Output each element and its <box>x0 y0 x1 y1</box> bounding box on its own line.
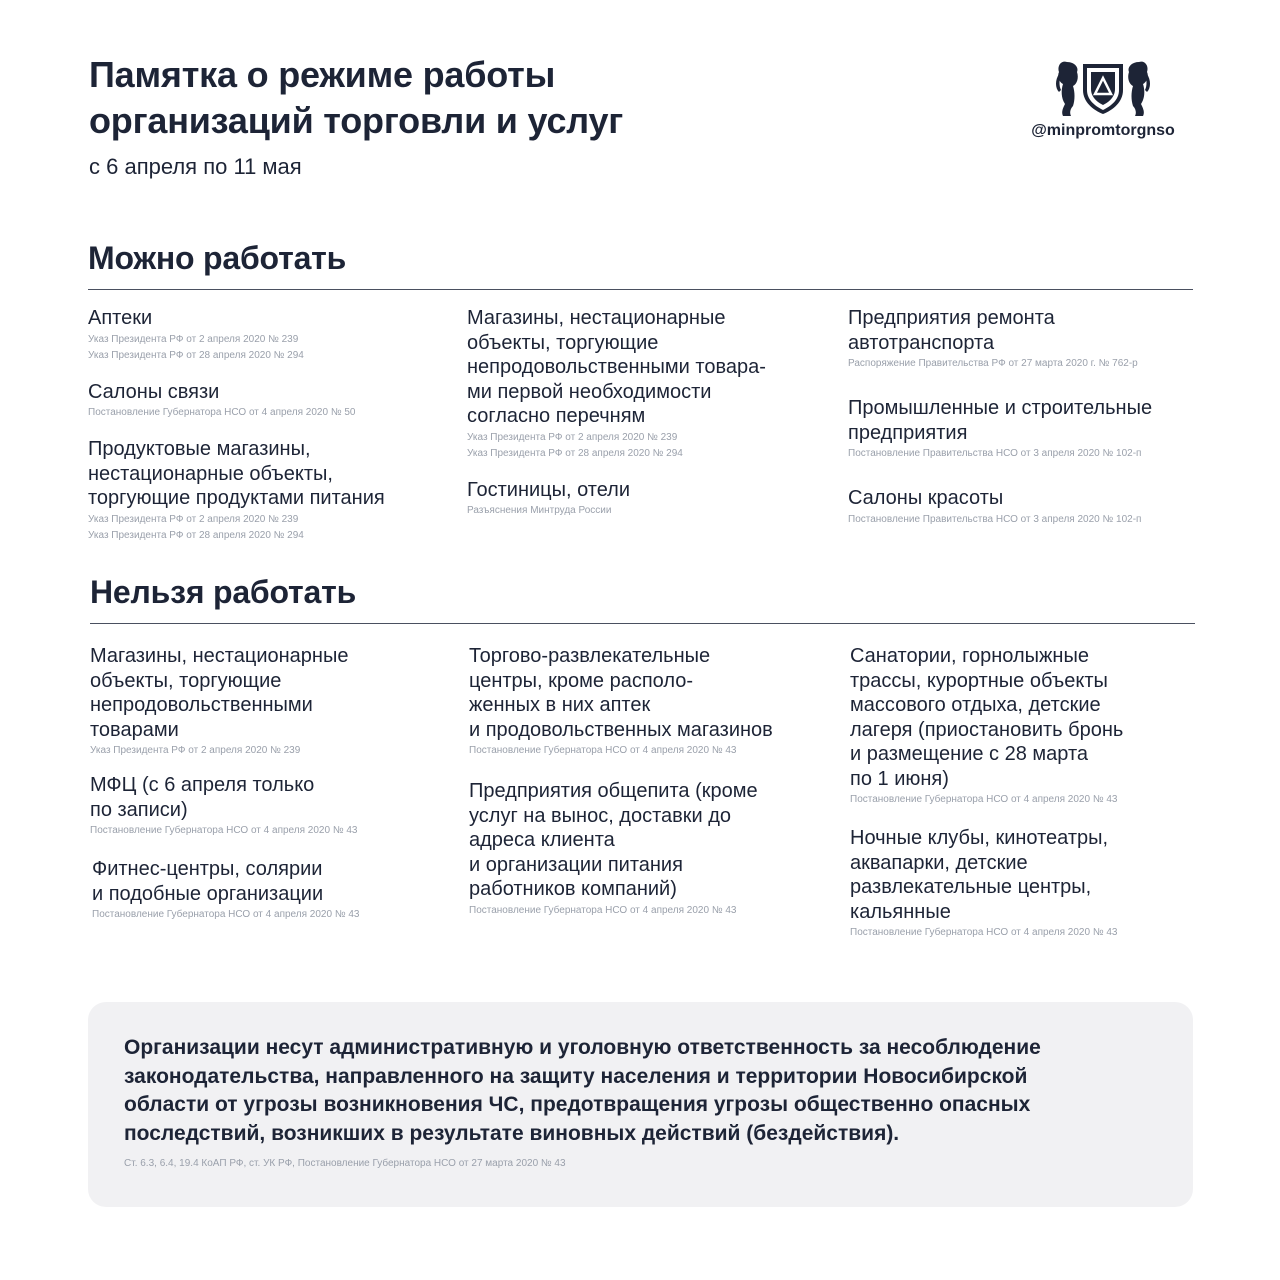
list-item <box>467 478 827 520</box>
page-title: Памятка о режиме работы организаций торговли и услуг <box>89 54 624 141</box>
list-item <box>850 644 1195 808</box>
forbidden-divider <box>90 623 1195 624</box>
coat-of-arms-icon <box>1053 56 1153 118</box>
item-reference: Указ Президента РФ от 2 апреля 2020 № 239 Указ Президента РФ от 28 апреля 2020 № 294 <box>88 333 304 361</box>
item-name: Предприятия общепита (кроме услуг на вынос, доставки до адреса клиента и организации питания работников компаний) <box>469 780 758 900</box>
item-reference: Указ Президента РФ от 2 апреля 2020 № 239 Указ Президента РФ от 28 апреля 2020 № 294 <box>467 431 683 459</box>
allowed-divider <box>88 289 1193 290</box>
item-reference: Постановление Правительства НСО от 3 апреля 2020 № 102-п <box>848 448 1142 459</box>
item-reference: Указ Президента РФ от 2 апреля 2020 № 239 Указ Президента РФ от 28 апреля 2020 № 294 <box>88 513 304 541</box>
forbidden-column-2 <box>469 644 829 935</box>
item-reference: Постановление Губернатора НСО от 4 апреля 2020 № 43 <box>850 794 1118 805</box>
item-name: Фитнес-центры, солярии и подобные организации <box>92 858 324 905</box>
list-item <box>88 380 448 422</box>
list-item <box>90 773 450 839</box>
item-name: Магазины, нестационарные объекты, торгующие непродовольственными товара- ми первой необходимости согласно перечням <box>467 307 766 427</box>
item-reference: Постановление Губернатора НСО от 4 апреля 2020 № 43 <box>850 927 1118 938</box>
item-reference: Распоряжение Правительства РФ от 27 марта 2020 г. № 762-р <box>848 358 1138 369</box>
forbidden-column-3 <box>850 644 1195 957</box>
item-name: Аптеки <box>88 307 153 329</box>
item-name: Промышленные и строительные предприятия <box>848 397 1153 444</box>
liability-notice <box>88 1002 1193 1207</box>
notice-reference: Ст. 6.3, 6.4, 19.4 КоАП РФ, ст. УК РФ, Постановление Губернатора НСО от 27 марта 2020 № 43 <box>124 1158 566 1169</box>
item-reference: Разъяснения Минтруда России <box>467 505 612 516</box>
item-reference: Постановление Губернатора НСО от 4 апреля 2020 № 43 <box>469 745 737 756</box>
item-name: Санатории, горнолыжные трассы, курортные объекты массового отдыха, детские лагеря (приостановить бронь и размещение с 28 марта по 1 июня) <box>850 645 1124 790</box>
list-item <box>850 826 1195 941</box>
forbidden-column-1 <box>90 644 450 939</box>
allowed-column-1 <box>88 306 448 560</box>
brand-block <box>1022 56 1184 140</box>
list-item <box>467 306 827 462</box>
item-reference: Постановление Губернатора НСО от 4 апреля 2020 № 43 <box>469 904 737 916</box>
list-item <box>88 306 448 364</box>
item-reference: Постановление Правительства НСО от 3 апреля 2020 № 102-п <box>848 513 1142 525</box>
list-item <box>848 396 1193 462</box>
item-name: Продуктовые магазины, нестационарные объекты, торгующие продуктами питания <box>88 438 385 509</box>
list-item <box>469 644 829 759</box>
item-name: Магазины, нестационарные объекты, торгующие непродовольственными товарами <box>90 645 349 741</box>
item-reference: Постановление Губернатора НСО от 4 апреля 2020 № 50 <box>88 407 356 418</box>
item-name: Предприятия ремонта автотранспорта <box>848 307 1055 354</box>
page-subtitle: с 6 апреля по 11 мая <box>89 154 302 179</box>
item-name: Салоны связи <box>88 380 220 403</box>
item-name: Гостиницы, отели <box>467 478 631 501</box>
social-handle: @minpromtorgnso <box>1031 122 1175 139</box>
list-item <box>88 437 448 544</box>
allowed-column-2 <box>467 306 827 535</box>
list-item <box>469 779 829 919</box>
item-name: Торгово-развлекательные центры, кроме располо- женных в них аптек и продовольственных магазинов <box>469 645 773 741</box>
item-name: Салоны красоты <box>848 487 1004 509</box>
list-item <box>90 857 450 923</box>
item-reference: Указ Президента РФ от 2 апреля 2020 № 239 <box>90 745 301 756</box>
notice-text: Организации несут административную и уголовную ответственность за несоблюдение законодательства, направленного на защиту населения и территории Новосибирской области от угрозы возникновения ЧС, предотвращения угрозы общественно опасных последствий, возникших в результате виновных действий (бездействия). <box>124 1036 1041 1145</box>
list-item <box>848 306 1193 372</box>
item-name: МФЦ (с 6 апреля только по записи) <box>90 774 315 821</box>
allowed-heading: Можно работать <box>88 240 347 276</box>
list-item <box>848 486 1193 528</box>
item-reference: Постановление Губернатора НСО от 4 апреля 2020 № 43 <box>92 909 360 920</box>
list-item <box>90 644 450 759</box>
allowed-column-3 <box>848 306 1193 544</box>
item-name: Ночные клубы, кинотеатры, аквапарки, детские развлекательные центры, кальянные <box>850 827 1109 923</box>
item-reference: Постановление Губернатора НСО от 4 апреля 2020 № 43 <box>90 825 358 836</box>
forbidden-heading: Нельзя работать <box>90 574 357 610</box>
